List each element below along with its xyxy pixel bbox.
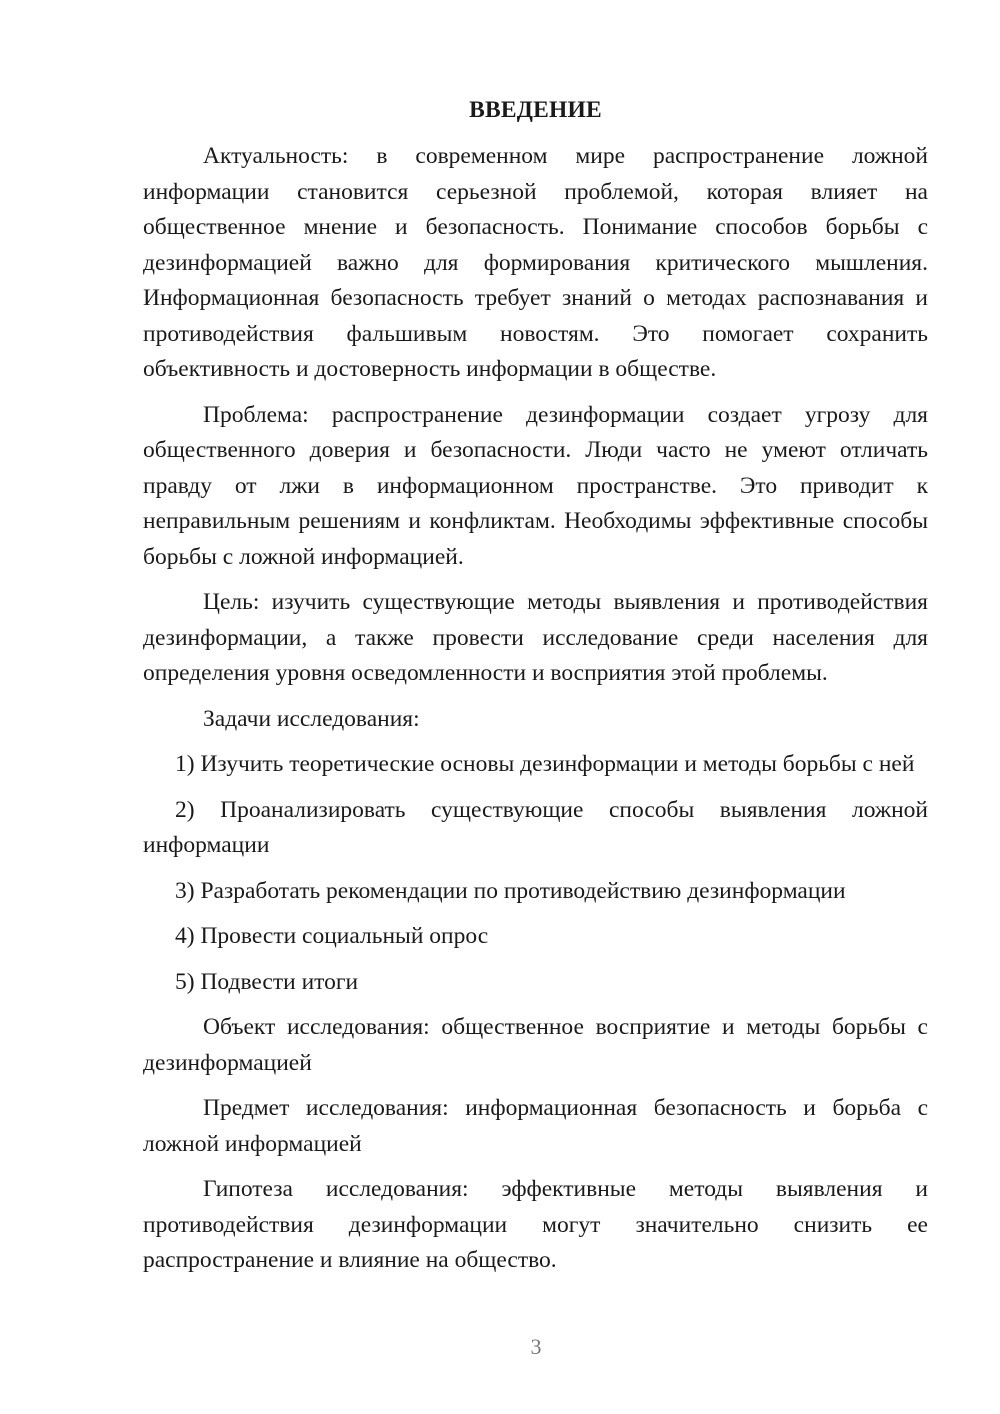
- page-number: 3: [530, 1334, 542, 1359]
- paragraph-subject: Предмет исследования: информационная безопасность и борьба с ложной информацией: [143, 1095, 928, 1157]
- tasks-title: Задачи исследования:: [203, 705, 420, 732]
- task-item: 5) Подвести итоги: [175, 968, 359, 995]
- paragraph-relevance: Актуальность: в современном мире распространение ложной информации становится серьезной проблемой, которая влияет на общественное мнение и безопасность. Понимание способов борьбы с дезинформацией важно для формирования критического мышления. Информационная безопасность требует знаний о методах распознавания и противодействия фальшивым новостям. Это помогает сохранить объективность и достоверность информации в обществе.: [143, 143, 928, 382]
- section-heading: ВВЕДЕНИЕ: [469, 97, 602, 123]
- paragraph-goal: Цель: изучить существующие методы выявления и противодействия дезинформации, а также провести исследование среди населения для определения уровня осведомленности и восприятия этой проблемы.: [143, 589, 928, 686]
- task-item: 4) Провести социальный опрос: [175, 923, 489, 949]
- task-item: 1) Изучить теоретические основы дезинформации и методы борьбы с ней: [175, 751, 915, 777]
- paragraph-hypothesis: Гипотеза исследования: эффективные методы выявления и противодействия дезинформации могут значительно снизить ее распространение и влияние на общество.: [143, 1176, 928, 1273]
- task-item: 3) Разработать рекомендации по противодействию дезинформации: [175, 877, 846, 904]
- paragraph-problem: Проблема: распространение дезинформации создает угрозу для общественного доверия и безопасности. Люди часто не умеют отличать правду от лжи в информационном пространстве. Это приводит к неправильным решениям и конфликтам. Необходимы эффективные способы борьбы с ложной информацией.: [143, 401, 928, 570]
- page-content: [143, 95, 928, 1289]
- task-item: 2) Проанализировать существующие способы выявления ложной информации: [143, 796, 928, 858]
- paragraph-object: Объект исследования: общественное восприятие и методы борьбы с дезинформацией: [143, 1014, 928, 1076]
